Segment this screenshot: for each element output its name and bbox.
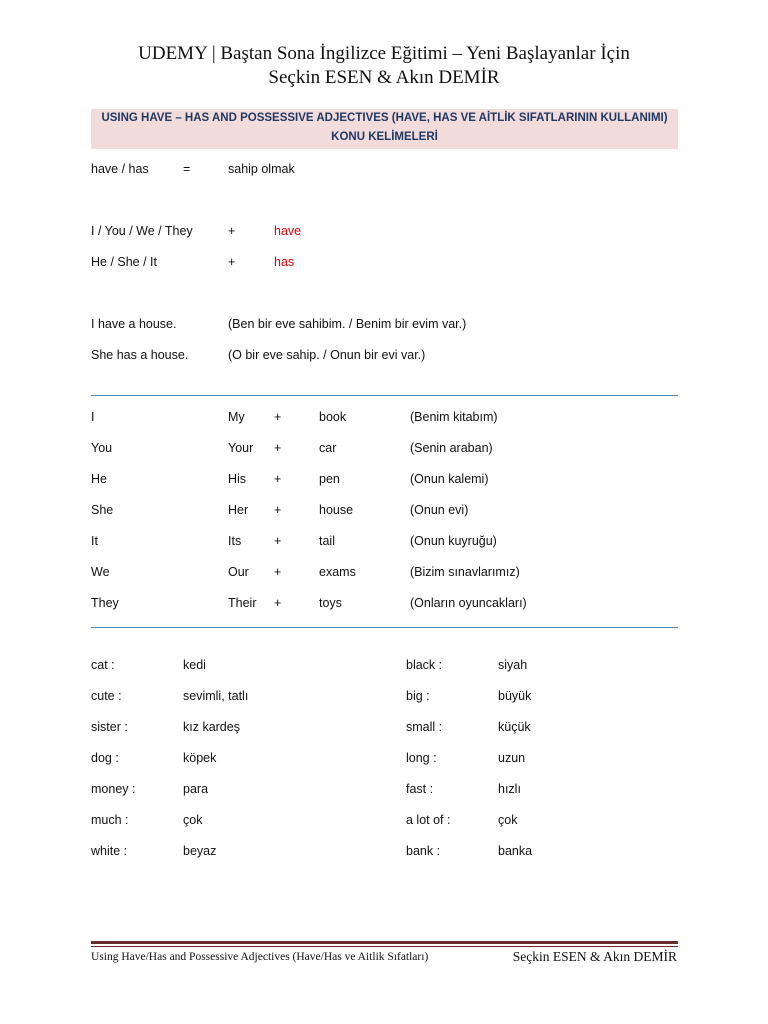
footer-rule-thin <box>91 946 678 947</box>
vocab-word: big : <box>406 689 430 703</box>
vocab-meaning: çok <box>498 813 518 827</box>
vocab-word: white : <box>91 844 128 858</box>
possessive-adjective: Its <box>228 534 242 548</box>
noun: tail <box>319 534 335 548</box>
subject-singular: He / She / It <box>91 255 158 269</box>
translation: (Senin araban) <box>410 441 493 455</box>
possessive-adjective: Your <box>228 441 254 455</box>
plus-sign: + <box>274 441 282 455</box>
translation: (Onun kalemi) <box>410 472 489 486</box>
vocab-meaning: çok <box>183 813 203 827</box>
banner-title: USING HAVE – HAS AND POSSESSIVE ADJECTIVES (HAVE, HAS VE AİTLİK SIFATLARININ KULLANIMI) <box>101 112 668 124</box>
plus-sign: + <box>228 224 236 238</box>
vocab-word: a lot of : <box>406 813 451 827</box>
pronoun: We <box>91 565 110 579</box>
noun: toys <box>319 596 342 610</box>
vocab-meaning: kız kardeş <box>183 720 240 734</box>
vocab-word: cat : <box>91 658 115 672</box>
section-divider <box>91 627 678 628</box>
footer-topic: Using Have/Has and Possessive Adjectives (Have/Has ve Aitlik Sıfatları) <box>91 951 429 963</box>
vocab-meaning: küçük <box>498 720 531 734</box>
vocab-meaning: hızlı <box>498 782 521 796</box>
noun: car <box>319 441 337 455</box>
possessive-adjective: Their <box>228 596 257 610</box>
vocab-meaning: sevimli, tatlı <box>183 689 249 703</box>
vocab-meaning: para <box>183 782 209 796</box>
definition-term: have / has <box>91 162 149 176</box>
vocab-meaning: köpek <box>183 751 217 765</box>
translation: (Bizim sınavlarımız) <box>410 565 520 579</box>
translation: (Onun kuyruğu) <box>410 534 497 548</box>
pronoun: I <box>91 410 95 424</box>
plus-sign: + <box>274 503 282 517</box>
plus-sign: + <box>274 472 282 486</box>
page-authors: Seçkin ESEN & Akın DEMİR <box>268 67 500 88</box>
plus-sign: + <box>274 596 282 610</box>
vocab-word: money : <box>91 782 136 796</box>
vocab-word: much : <box>91 813 129 827</box>
vocab-meaning: kedi <box>183 658 206 672</box>
vocab-word: long : <box>406 751 437 765</box>
possessive-adjective: Our <box>228 565 249 579</box>
vocab-meaning: büyük <box>498 689 532 703</box>
noun: pen <box>319 472 340 486</box>
pronoun: It <box>91 534 98 548</box>
vocab-word: sister : <box>91 720 128 734</box>
vocab-meaning: banka <box>498 844 533 858</box>
vocab-meaning: siyah <box>498 658 528 672</box>
vocab-meaning: uzun <box>498 751 526 765</box>
example-translation: (Ben bir eve sahibim. / Benim bir evim var.) <box>228 317 467 331</box>
verb-has: has <box>274 255 295 269</box>
noun: exams <box>319 565 356 579</box>
vocab-word: cute : <box>91 689 122 703</box>
footer-rule-thick <box>91 941 678 944</box>
definition-meaning: sahip olmak <box>228 162 295 176</box>
translation: (Onların oyuncakları) <box>410 596 527 610</box>
vocab-word: small : <box>406 720 443 734</box>
vocab-word: dog : <box>91 751 119 765</box>
section-divider <box>91 395 678 396</box>
plus-sign: + <box>228 255 236 269</box>
vocab-word: fast : <box>406 782 434 796</box>
possessive-adjective: His <box>228 472 247 486</box>
plus-sign: + <box>274 410 282 424</box>
pronoun: They <box>91 596 119 610</box>
example-translation: (O bir eve sahip. / Onun bir evi var.) <box>228 348 426 362</box>
page-title: UDEMY | Baştan Sona İngilizce Eğitimi – Yeni Başlayanlar İçin <box>138 43 630 64</box>
plus-sign: + <box>274 565 282 579</box>
pronoun: You <box>91 441 113 455</box>
vocab-meaning: beyaz <box>183 844 217 858</box>
noun: house <box>319 503 354 517</box>
translation: (Onun evi) <box>410 503 469 517</box>
possessive-adjective: My <box>228 410 245 424</box>
definition-equals: = <box>183 162 191 176</box>
footer-authors: Seçkin ESEN & Akın DEMİR <box>512 949 677 964</box>
noun: book <box>319 410 347 424</box>
vocab-word: black : <box>406 658 443 672</box>
pronoun: She <box>91 503 114 517</box>
pronoun: He <box>91 472 107 486</box>
possessive-adjective: Her <box>228 503 249 517</box>
verb-have: have <box>274 224 302 238</box>
plus-sign: + <box>274 534 282 548</box>
topic-banner <box>91 109 678 149</box>
translation: (Benim kitabım) <box>410 410 498 424</box>
vocab-word: bank : <box>406 844 441 858</box>
example-sentence: I have a house. <box>91 317 177 331</box>
subject-plural: I / You / We / They <box>91 224 193 238</box>
banner-subtitle: KONU KELİMELERİ <box>331 131 438 143</box>
example-sentence: She has a house. <box>91 348 189 362</box>
